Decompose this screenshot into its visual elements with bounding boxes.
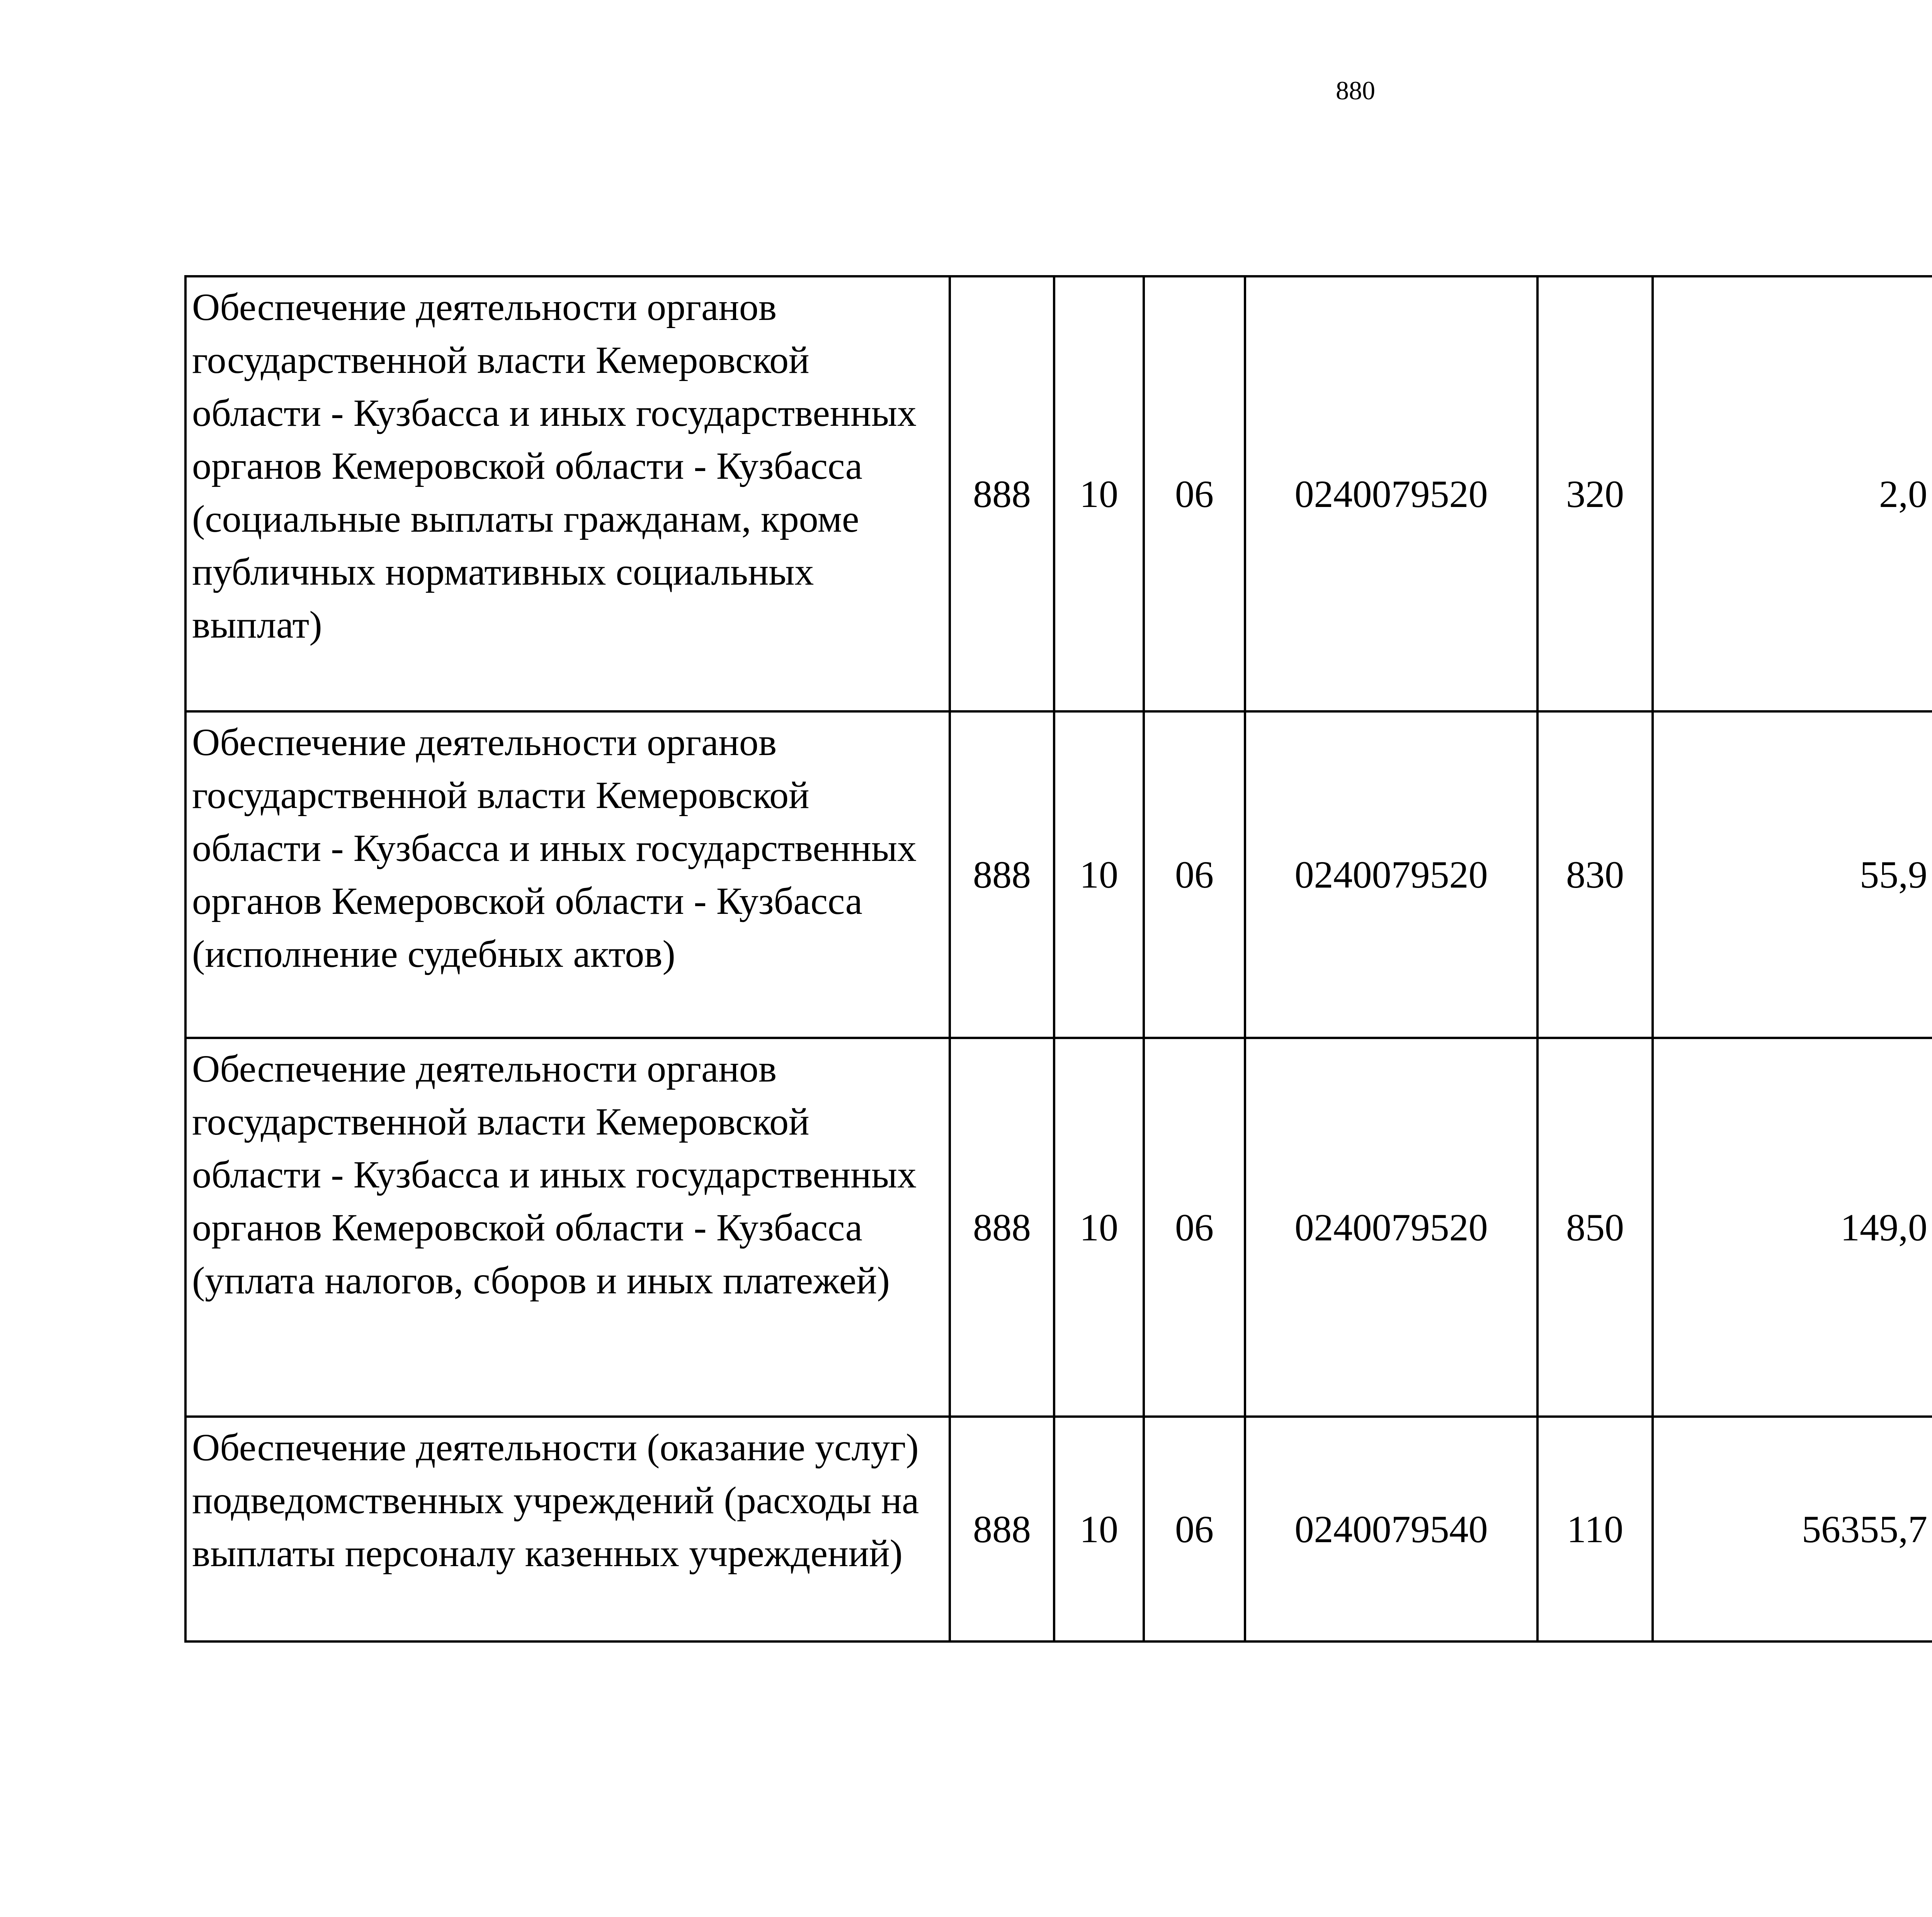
ministry-code: 888 (950, 1038, 1054, 1417)
page-number: 880 (1336, 76, 1375, 105)
expense-type-code: 830 (1537, 711, 1653, 1038)
target-article-code: 0240079520 (1245, 1038, 1537, 1417)
expense-type-code: 320 (1537, 276, 1653, 711)
table-row (185, 276, 1932, 711)
sum-year-1: 55,9 (1653, 711, 1932, 1038)
subsection-code: 06 (1144, 1038, 1245, 1417)
row-name: Обеспечение деятельности органов государственной власти Кемеровской области - Кузбасса и иных государственных органов Кемеровской области - Кузбасса (исполнение судебных актов) (185, 711, 950, 1038)
ministry-code: 888 (950, 711, 1054, 1038)
row-name: Обеспечение деятельности (оказание услуг) подведомственных учреждений (расходы на выплаты персоналу казенных учреждений) (185, 1417, 950, 1641)
expense-type-code: 850 (1537, 1038, 1653, 1417)
sum-year-1: 56355,7 (1653, 1417, 1932, 1641)
target-article-code: 0240079520 (1245, 711, 1537, 1038)
table-row (185, 1417, 1932, 1641)
expense-type-code: 110 (1537, 1417, 1653, 1641)
section-code: 10 (1054, 711, 1144, 1038)
target-article-code: 0240079540 (1245, 1417, 1537, 1641)
row-name: Обеспечение деятельности органов государственной власти Кемеровской области - Кузбасса и иных государственных органов Кемеровской области - Кузбасса (уплата налогов, сборов и иных платежей) (185, 1038, 950, 1417)
ministry-code: 888 (950, 276, 1054, 711)
section-code: 10 (1054, 1038, 1144, 1417)
table-row (185, 1038, 1932, 1417)
budget-table (184, 275, 1932, 1643)
subsection-code: 06 (1144, 711, 1245, 1038)
sum-year-1: 149,0 (1653, 1038, 1932, 1417)
ministry-code: 888 (950, 1417, 1054, 1641)
table-row (185, 711, 1932, 1038)
sum-year-1: 2,0 (1653, 276, 1932, 711)
target-article-code: 0240079520 (1245, 276, 1537, 711)
subsection-code: 06 (1144, 1417, 1245, 1641)
section-code: 10 (1054, 276, 1144, 711)
row-name: Обеспечение деятельности органов государственной власти Кемеровской области - Кузбасса и иных государственных органов Кемеровской области - Кузбасса (социальные выплаты гражданам, кроме публичных нормативных социальных выплат) (185, 276, 950, 711)
subsection-code: 06 (1144, 276, 1245, 711)
section-code: 10 (1054, 1417, 1144, 1641)
